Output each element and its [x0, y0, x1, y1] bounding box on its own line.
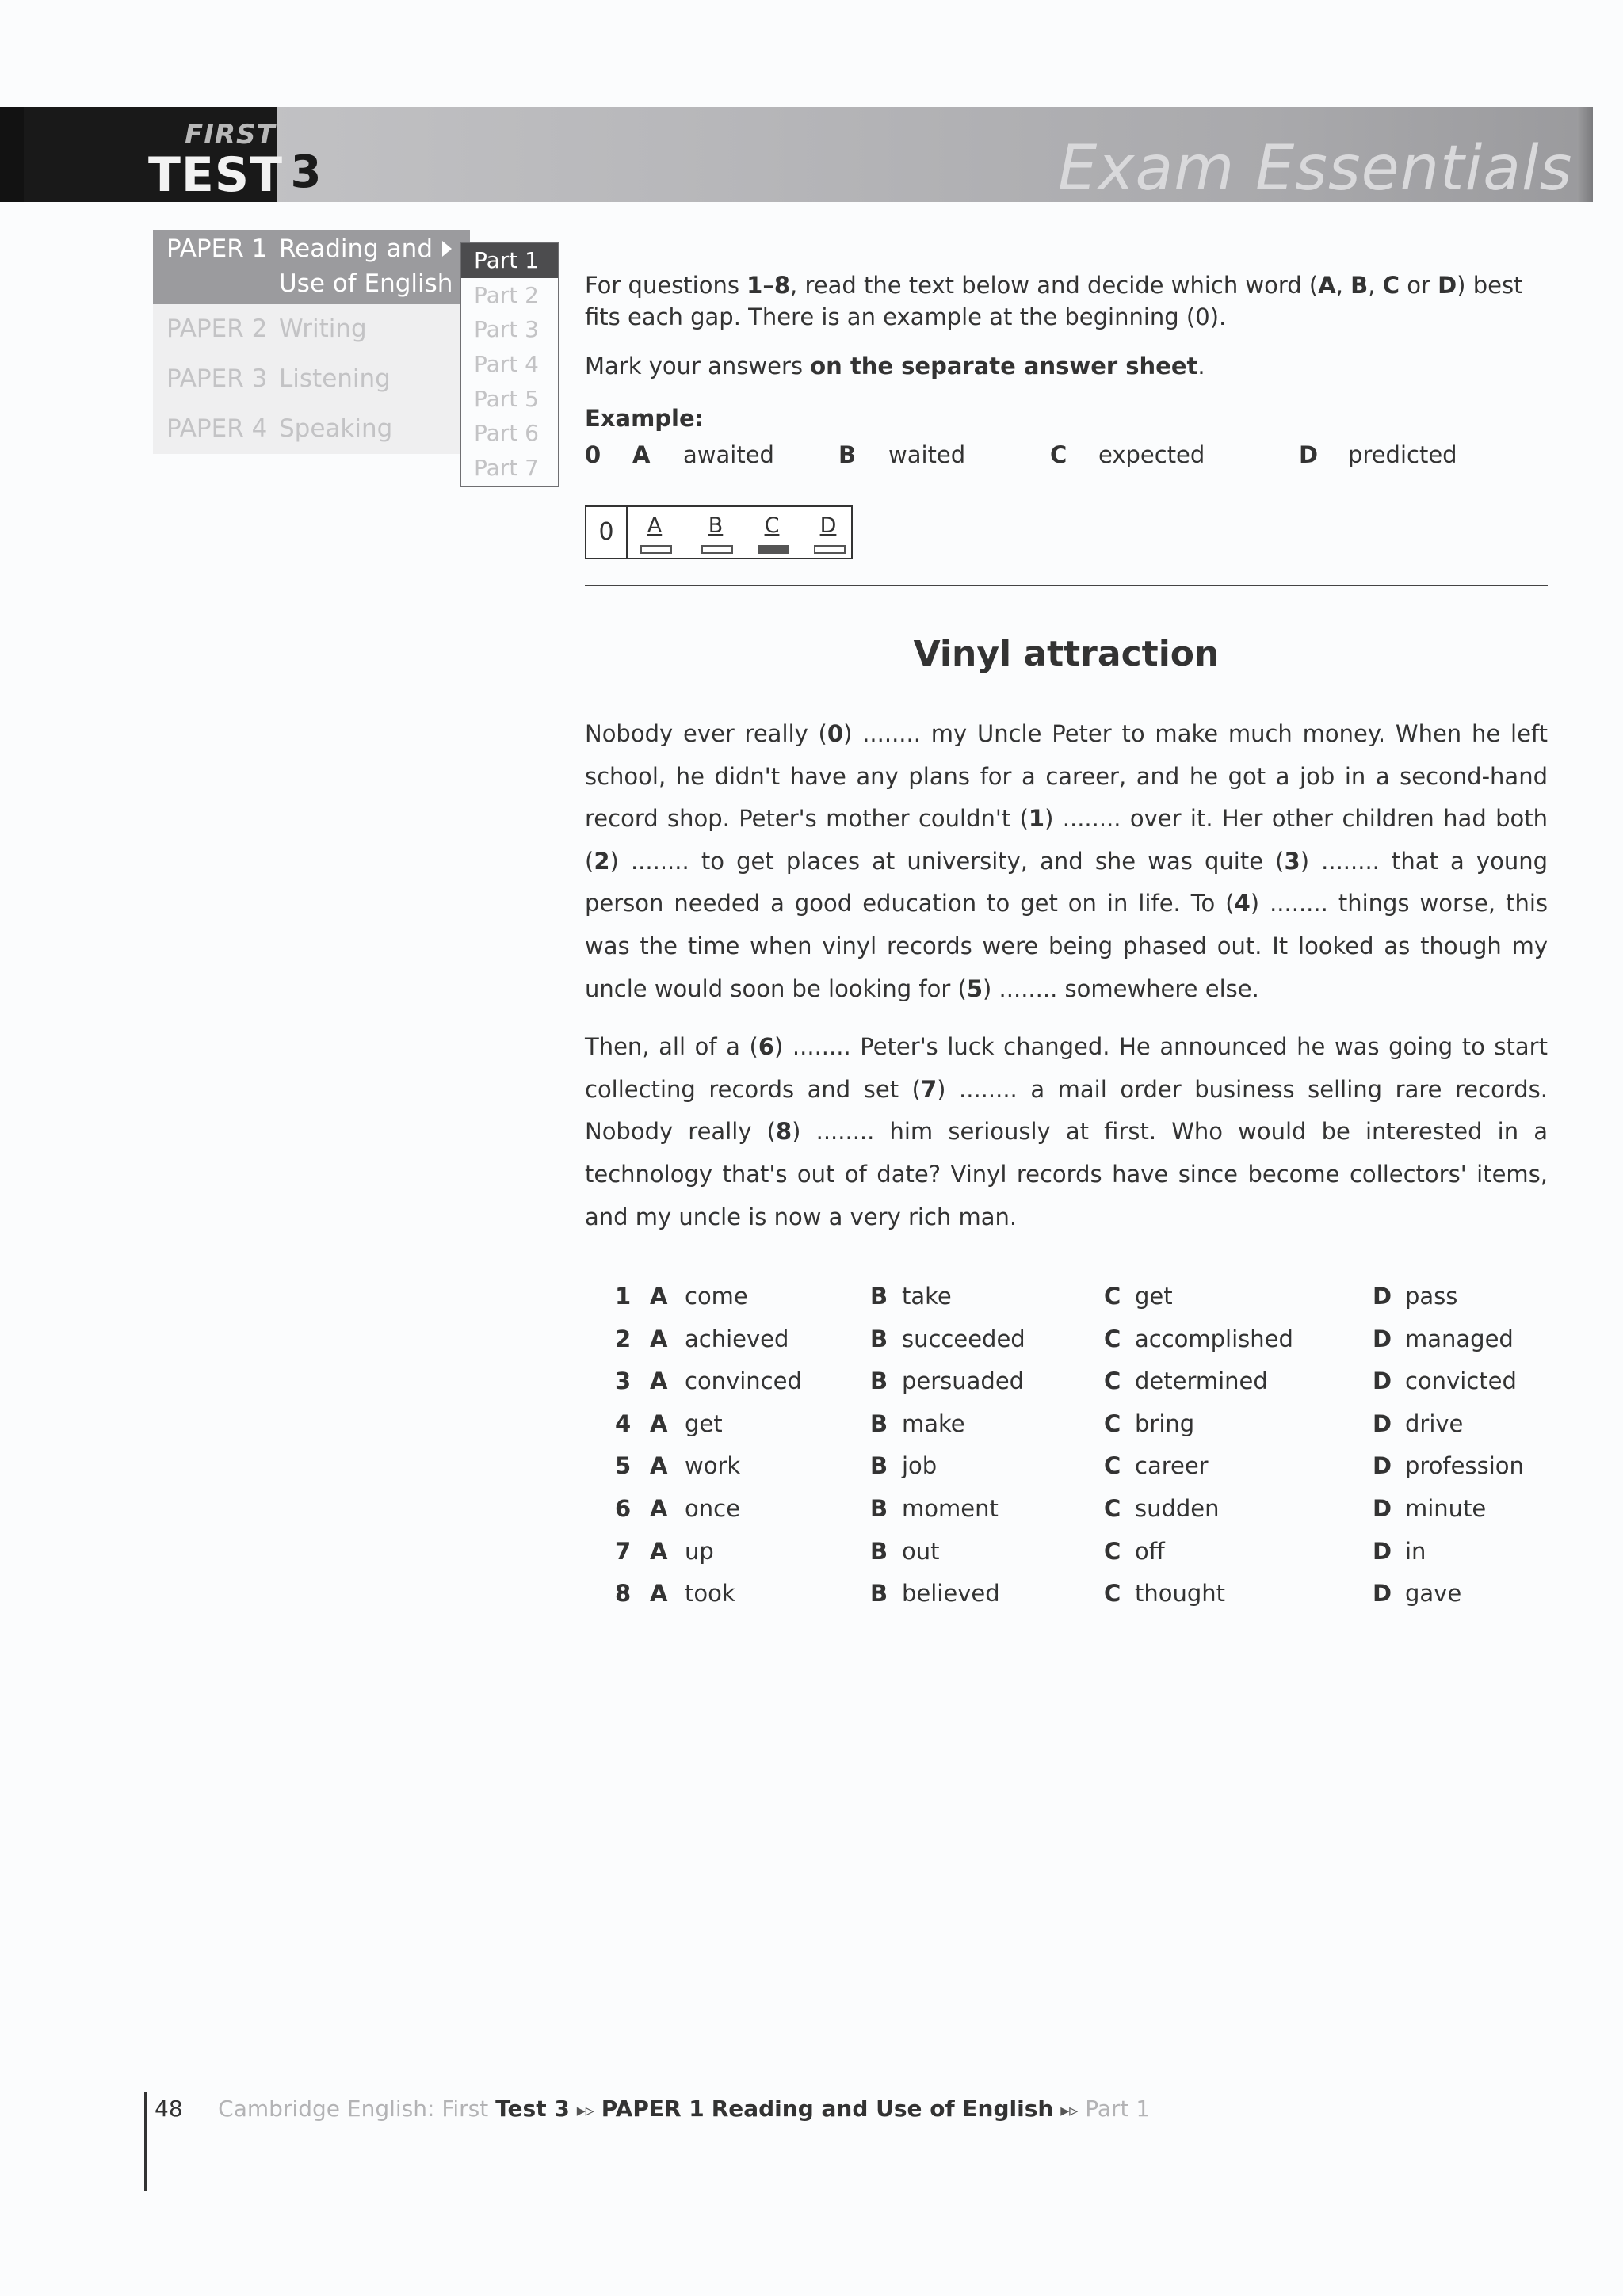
options-table [615, 1276, 1550, 1615]
instructions-text: For questions 1–8, read the text below and decide which word (A, B, C or D) best fits each gap. There is an example at the beginning (0). [585, 272, 1523, 330]
answer-letter-c: C [764, 513, 780, 538]
option-word-c: get [1135, 1283, 1173, 1310]
option-row [615, 1573, 1550, 1615]
option-word-a: once [685, 1494, 740, 1522]
footer-paper: PAPER 1 [601, 2096, 705, 2122]
option-letter-d: D [1373, 1409, 1392, 1437]
option-word-b: believed [902, 1580, 1000, 1608]
option-letter-b: B [870, 1283, 888, 1310]
part-item-1[interactable]: Part 1 [461, 243, 558, 278]
option-word-d: drive [1405, 1409, 1464, 1437]
instructions-block [585, 269, 1548, 479]
footer-bar [144, 2092, 147, 2191]
option-row [615, 1488, 1550, 1531]
part-item-6[interactable]: Part 6 [474, 420, 539, 447]
passage-paragraph-1: Nobody ever really (0) ........ my Uncle Peter to make much money. When he left school, he didn't have any plans for a career, and he got a job in a second-hand record shop. Peter's mother couldn't (1) ........ over it. Her other children had both (2) ........ to get places at university, and she was quite (3) ........ that a young person needed a good education to get on in life. To (4) ........ things worse, this was the time when vinyl records were being phased out. It looked as though my uncle would soon be looking for (5) ........ somewhere else. [585, 720, 1549, 1002]
part-item-2[interactable]: Part 2 [474, 281, 539, 308]
question-number: 7 [615, 1537, 632, 1565]
option-word-a: achieved [685, 1325, 789, 1352]
option-word-c: off [1135, 1537, 1165, 1565]
answer-letter-a: A [647, 513, 663, 538]
footer-part: Part 1 [1085, 2096, 1151, 2122]
option-letter-b: B [870, 1580, 888, 1608]
option-letter-a: A [650, 1367, 668, 1395]
option-letter-c: C [1104, 1580, 1121, 1608]
option-letter-d: D [1373, 1283, 1392, 1310]
paper-name: Reading and Use of English [279, 235, 453, 298]
example-number: 0 [585, 441, 601, 468]
question-number: 8 [615, 1580, 632, 1608]
example-letter-d: D [1299, 441, 1319, 468]
option-letter-c: C [1104, 1325, 1121, 1352]
footer-arrows-icon: ▸▹ [576, 2101, 594, 2121]
paper-item-writing[interactable] [153, 304, 470, 354]
mark-answers-text: Mark your answers on the separate answer sheet. [585, 353, 1205, 379]
test-label: TEST [148, 147, 284, 203]
option-word-c: career [1135, 1452, 1209, 1480]
option-letter-c: C [1104, 1283, 1121, 1310]
paper-number: PAPER 2 [166, 315, 268, 343]
arrow-right-icon [442, 241, 452, 257]
page-number: 48 [155, 2096, 183, 2122]
example-row [585, 441, 1548, 479]
option-word-d: gave [1405, 1580, 1462, 1608]
header-left-strip [0, 107, 24, 202]
option-letter-a: A [650, 1494, 668, 1522]
paper-number: PAPER 4 [166, 414, 268, 443]
question-number: 6 [615, 1494, 632, 1522]
option-letter-d: D [1373, 1537, 1392, 1565]
paper-item-speaking[interactable] [153, 404, 470, 454]
option-word-d: managed [1405, 1325, 1514, 1352]
parts-nav [460, 242, 559, 487]
paper-number: PAPER 3 [166, 364, 268, 393]
option-word-a: up [685, 1537, 714, 1565]
example-letter-b: B [838, 441, 857, 468]
footer-paper-name: Reading and Use of English [711, 2096, 1054, 2122]
paper-item-reading[interactable] [153, 230, 470, 304]
paper-nav [153, 230, 470, 454]
option-word-c: accomplished [1135, 1325, 1293, 1352]
option-letter-d: D [1373, 1325, 1392, 1352]
answer-letter-d: D [819, 513, 837, 538]
option-word-c: sudden [1135, 1494, 1220, 1522]
example-label: Example: [585, 405, 705, 432]
option-word-b: make [902, 1409, 965, 1437]
option-letter-c: C [1104, 1452, 1121, 1480]
option-letter-c: C [1104, 1367, 1121, 1395]
option-letter-d: D [1373, 1580, 1392, 1608]
paper-number: PAPER 1 [166, 235, 268, 263]
footer-test: Test 3 [495, 2096, 570, 2122]
option-letter-c: C [1104, 1409, 1121, 1437]
answer-box-c-filled [758, 545, 789, 554]
answer-box-d [814, 545, 846, 554]
test-number: 3 [290, 147, 322, 198]
option-letter-b: B [870, 1325, 888, 1352]
question-number: 2 [615, 1325, 632, 1352]
option-letter-c: C [1104, 1537, 1121, 1565]
example-word-d: predicted [1348, 441, 1457, 468]
option-word-b: take [902, 1283, 952, 1310]
option-word-d: profession [1405, 1452, 1524, 1480]
option-letter-a: A [650, 1325, 668, 1352]
paper-name: Speaking [279, 414, 393, 443]
footer [155, 2096, 1150, 2122]
option-letter-b: B [870, 1367, 888, 1395]
option-letter-d: D [1373, 1452, 1392, 1480]
passage-title: Vinyl attraction [913, 634, 1220, 674]
header-edge [1577, 107, 1593, 202]
option-letter-a: A [650, 1409, 668, 1437]
part-item-5[interactable]: Part 5 [474, 385, 539, 412]
question-number: 3 [615, 1367, 632, 1395]
option-letter-a: A [650, 1580, 668, 1608]
paper-name: Listening [279, 364, 391, 393]
option-letter-a: A [650, 1283, 668, 1310]
option-word-d: minute [1405, 1494, 1487, 1522]
option-word-b: job [902, 1452, 938, 1480]
question-number: 1 [615, 1283, 632, 1310]
first-label: FIRST [185, 119, 276, 151]
option-row [615, 1531, 1550, 1573]
answer-box-b [701, 545, 733, 554]
example-answer-sheet [585, 505, 853, 559]
question-number: 4 [615, 1409, 632, 1437]
answer-letter-b: B [708, 513, 724, 538]
answer-number: 0 [586, 507, 628, 558]
option-word-b: out [902, 1537, 940, 1565]
passage-paragraph-2: Then, all of a (6) ........ Peter's luck changed. He announced he was going to start collecting records and set (7) ........ a mail order business selling rare records. Nobody really (8) ........ him seriously at first. Who would be interested in a technology that's out of date? Vinyl records have since become collectors' items, and my uncle is now a very rich man. [585, 1033, 1548, 1230]
paper-item-listening[interactable] [153, 354, 470, 404]
option-word-a: get [685, 1409, 723, 1437]
example-word-b: waited [888, 441, 966, 468]
answer-box-a [640, 545, 672, 554]
option-word-c: thought [1135, 1580, 1226, 1608]
footer-book: Cambridge English: First [218, 2096, 489, 2122]
option-word-b: succeeded [902, 1325, 1025, 1352]
option-word-d: convicted [1405, 1367, 1517, 1395]
option-letter-a: A [650, 1537, 668, 1565]
part-item-4[interactable]: Part 4 [474, 351, 539, 378]
passage [585, 713, 1548, 1238]
option-word-a: come [685, 1283, 748, 1310]
option-letter-b: B [870, 1537, 888, 1565]
example-word-a: awaited [683, 441, 774, 468]
part-item-7[interactable]: Part 7 [474, 455, 539, 482]
option-word-d: pass [1405, 1283, 1458, 1310]
option-row [615, 1276, 1550, 1318]
option-word-c: determined [1135, 1367, 1268, 1395]
divider [585, 585, 1548, 586]
example-letter-c: C [1050, 441, 1067, 468]
option-row [615, 1318, 1550, 1361]
question-number: 5 [615, 1452, 632, 1480]
option-letter-b: B [870, 1452, 888, 1480]
footer-arrows-icon-2: ▸▹ [1060, 2101, 1079, 2121]
option-letter-d: D [1373, 1367, 1392, 1395]
option-word-a: took [685, 1580, 735, 1608]
option-letter-d: D [1373, 1494, 1392, 1522]
option-word-a: convinced [685, 1367, 802, 1395]
option-letter-b: B [870, 1409, 888, 1437]
option-row [615, 1445, 1550, 1488]
option-letter-b: B [870, 1494, 888, 1522]
option-letter-a: A [650, 1452, 668, 1480]
option-word-d: in [1405, 1537, 1426, 1565]
paper-name: Writing [279, 315, 367, 343]
example-letter-a: A [632, 441, 651, 468]
section-title: Exam Essentials [1058, 133, 1573, 204]
example-word-c: expected [1098, 441, 1205, 468]
option-row [615, 1360, 1550, 1403]
option-word-c: bring [1135, 1409, 1195, 1437]
option-row [615, 1403, 1550, 1446]
option-letter-c: C [1104, 1494, 1121, 1522]
option-word-a: work [685, 1452, 741, 1480]
option-word-b: persuaded [902, 1367, 1025, 1395]
part-item-3[interactable]: Part 3 [474, 316, 539, 343]
option-word-b: moment [902, 1494, 999, 1522]
